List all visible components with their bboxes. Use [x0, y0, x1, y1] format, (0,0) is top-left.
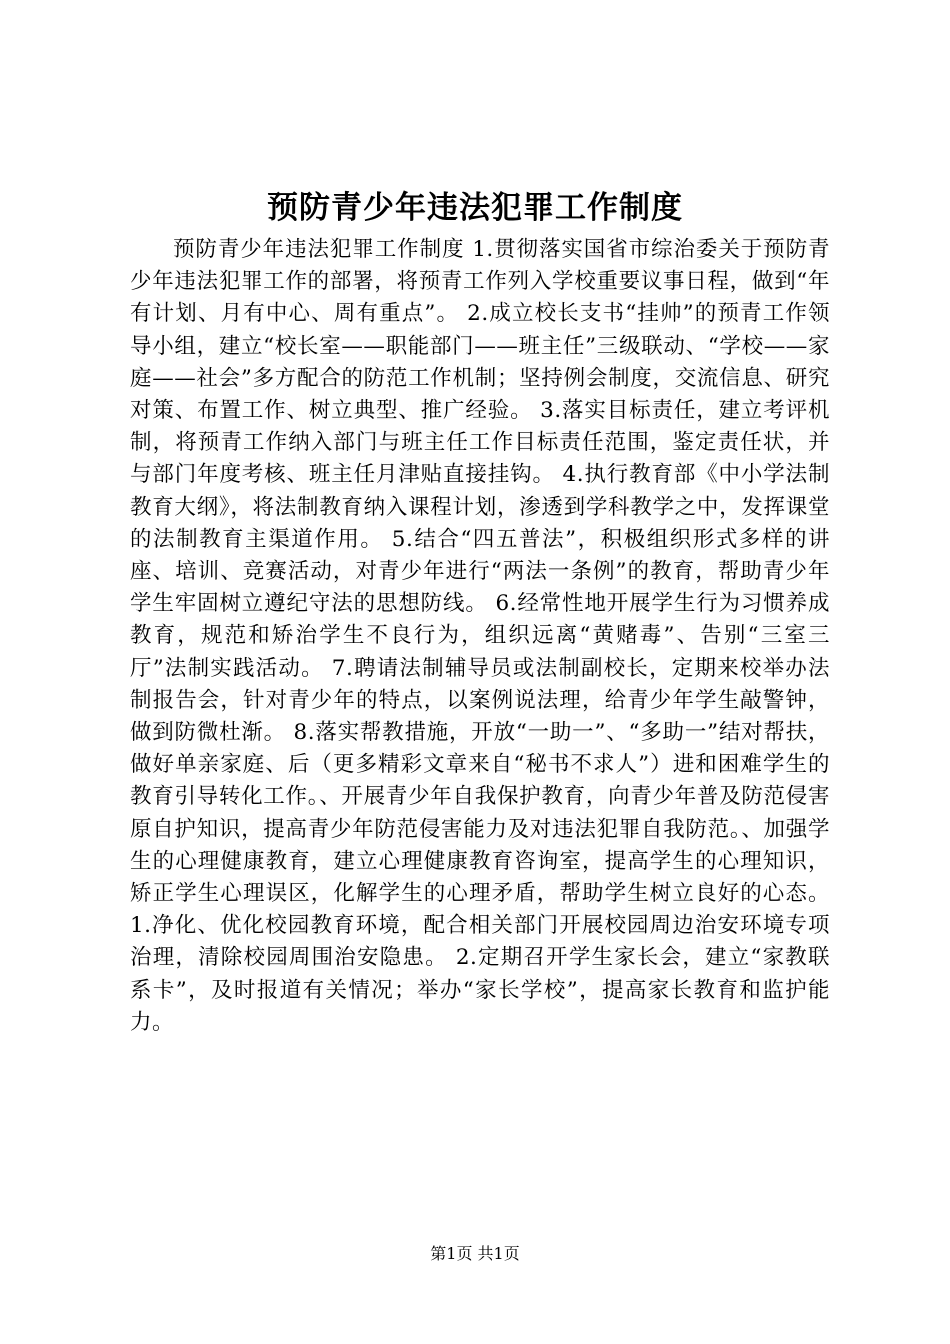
page-number-footer: 第1页 共1页	[430, 1244, 520, 1263]
page-title: 预防青少年违法犯罪工作制度	[267, 190, 683, 226]
body-paragraph: 预防青少年违法犯罪工作制度 1.贯彻落实国省市综治委关于预防青少年违法犯罪工作的部署，将预青工作列入学校重要议事日程，做到“年有计划、月有中心、周有重点”。 2.成立校长支书“挂帅”的预青工作领导小组，建立“校长室——职能部门——班主任”三级联动、“学校——家庭——社会”多方配合的防范工作机制；坚持例会制度，交流信息、研究对策、布置工作、树立典型、推广经验。 3.落实目标责任，建立考评机制，将预青工作纳入部门与班主任工作目标责任范围，鉴定责任状，并与部门年度考核、班主任月津贴直接挂钩。 4.执行教育部《中小学法制教育大纲》，将法制教育纳入课程计划，渗透到学科教学之中，发挥课堂的法制教育主渠道作用。 5.结合“四五普法”，积极组织形式多样的讲座、培训、竞赛活动，对青少年进行“两法一条例”的教育，帮助青少年学生牢固树立遵纪守法的思想防线。 6.经常性地开展学生行为习惯养成教育，规范和矫治学生不良行为，组织远离“黄赌毒”、告别“三室三厅”法制实践活动。 7.聘请法制辅导员或法制副校长，定期来校举办法制报告会，针对青少年的特点，以案例说法理，给青少年学生敲警钟，做到防微杜渐。 8.落实帮教措施，开放“一助一”、“多助一”结对帮扶，做好单亲家庭、后（更多精彩文章来自“秘书不求人”）进和困难学生的教育引导转化工作。、开展青少年自我保护教育，向青少年普及防范侵害原自护知识，提高青少年防范侵害能力及对违法犯罪自我防范。、加强学生的心理健康教育，建立心理健康教育咨询室，提高学生的心理知识，矫正学生心理误区，化解学生的心理矛盾，帮助学生树立良好的心态。 1.净化、优化校园教育环境，配合相关部门开展校园周边治安环境专项治理，清除校园周围治安隐患。 2.定期召开学生家长会，建立“家教联系卡”，及时报道有关情况；举办“家长学校”，提高家长教育和监护能力。	[130, 237, 830, 1035]
